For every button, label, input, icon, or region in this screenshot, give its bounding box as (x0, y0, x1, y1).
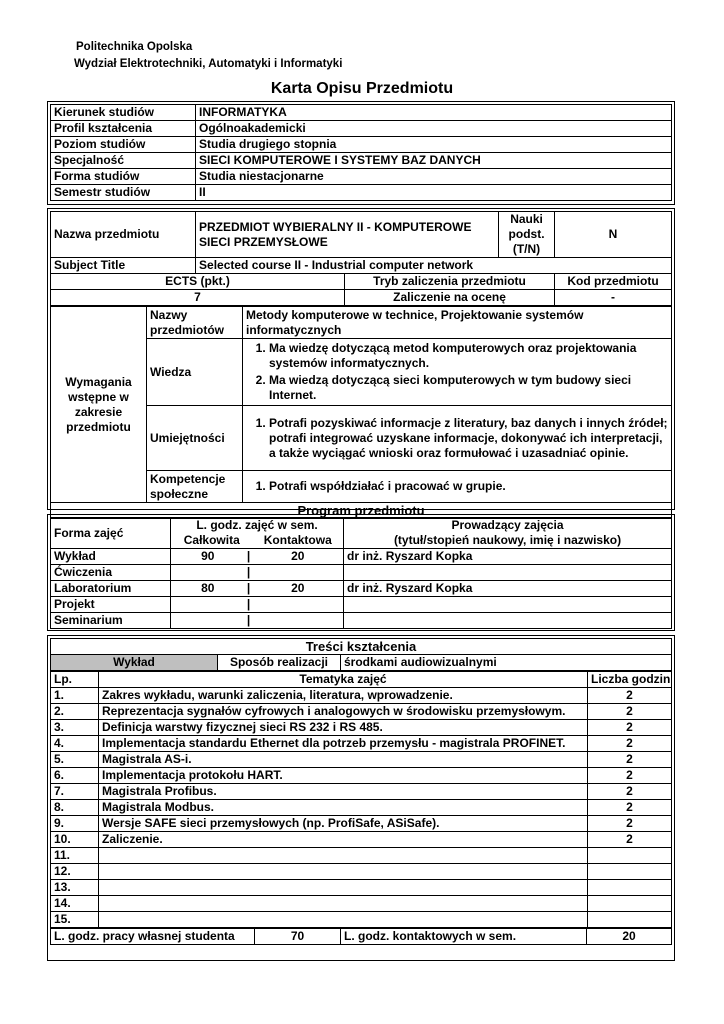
course-code-value: - (555, 290, 672, 306)
topic-hours (588, 864, 672, 880)
class-total: 80 (171, 581, 245, 597)
topic-topic: Reprezentacja sygnałów cyfrowych i analogowych w środowisku przemysłowym. (99, 704, 588, 720)
subject-title-label: Subject Title (51, 258, 196, 274)
topic-hours: 2 (588, 768, 672, 784)
class-total: 90 (171, 549, 245, 565)
class-row (51, 565, 672, 581)
class-contact (253, 597, 344, 613)
class-contact: 20 (253, 549, 344, 565)
contact-total-value: 20 (587, 929, 672, 945)
prerequisites-label-line: zakresie (74, 404, 123, 419)
study-info-value: INFORMATYKA (196, 105, 672, 121)
study-info-row (51, 169, 672, 185)
prerequisites-label (51, 307, 147, 503)
topic-hours: 2 (588, 720, 672, 736)
course-code-label: Kod przedmiotu (555, 274, 672, 290)
topic-lp: 15. (51, 912, 99, 928)
topic-topic (99, 864, 588, 880)
study-info-row (51, 153, 672, 169)
topic-topic: Implementacja protokołu HART. (99, 768, 588, 784)
topic-topic: Definicja warstwy fizycznej sieci RS 232 i RS 485. (99, 720, 588, 736)
topic-row (51, 784, 672, 800)
content-block (47, 635, 675, 961)
class-teacher (344, 613, 672, 629)
own-work-value: 70 (255, 929, 341, 945)
skills-list (246, 415, 668, 462)
topic-hours: 2 (588, 752, 672, 768)
subjects-value: Metody komputerowe w technice, Projektowanie systemów informatycznych (243, 307, 672, 339)
topic-hours (588, 848, 672, 864)
teacher-sublabel: (tytuł/stopień naukowy, imię i nazwisko) (344, 533, 672, 549)
topic-lp: 6. (51, 768, 99, 784)
study-info-value: Ogólnoakademicki (196, 121, 672, 137)
class-contact (253, 565, 344, 581)
class-total (171, 565, 245, 581)
assessment-value: Zaliczenie na ocenę (345, 290, 555, 306)
lp-label: Lp. (51, 672, 99, 688)
topic-row (51, 688, 672, 704)
study-info-value: II (196, 185, 672, 201)
classes-table (50, 517, 672, 629)
topic-row (51, 704, 672, 720)
university-name: Politechnika Opolska (76, 41, 193, 53)
classes-block (47, 514, 675, 631)
study-info-label: Poziom studiów (51, 137, 196, 153)
topic-topic: Zakres wykładu, warunki zaliczenia, literatura, wprowadzenie. (99, 688, 588, 704)
social-label (147, 471, 243, 503)
study-info-label: Forma studiów (51, 169, 196, 185)
class-teacher (344, 565, 672, 581)
class-total (171, 597, 245, 613)
social-items (243, 471, 672, 503)
topic-lp: 11. (51, 848, 99, 864)
assessment-label: Tryb zaliczenia przedmiotu (345, 274, 555, 290)
class-row (51, 581, 672, 597)
topic-lp: 14. (51, 896, 99, 912)
list-item: 1. Potrafi pozyskiwać informacje z literatury, baz danych i innych źródeł; potrafi integrować uzyskane informacje, dokonywać ich interpretacji, a także wyciągać wnioski oraz formułować i uzasadniać opinie. (269, 415, 668, 462)
subject-name-label: Nazwa przedmiotu (51, 212, 196, 258)
topic-hours: 2 (588, 800, 672, 816)
subject-block (47, 208, 675, 518)
prerequisites-table (50, 306, 672, 519)
class-separator: | (245, 597, 253, 613)
skills-items (243, 406, 672, 471)
topic-lp: 9. (51, 816, 99, 832)
class-contact: 20 (253, 581, 344, 597)
hours-label: L. godz. zajęć w sem. (171, 518, 344, 534)
class-form: Ćwiczenia (51, 565, 171, 581)
class-row (51, 597, 672, 613)
study-info-label: Profil kształcenia (51, 121, 196, 137)
class-teacher (344, 597, 672, 613)
topic-topic: Implementacja standardu Ethernet dla potrzeb przemysłu - magistrala PROFINET. (99, 736, 588, 752)
topic-row (51, 880, 672, 896)
topic-lp: 3. (51, 720, 99, 736)
class-form: Wykład (51, 549, 171, 565)
class-contact (253, 613, 344, 629)
topic-lp: 7. (51, 784, 99, 800)
topic-lp: 12. (51, 864, 99, 880)
prerequisites-label-line: przedmiotu (66, 419, 131, 434)
topic-topic (99, 912, 588, 928)
own-work-label: L. godz. pracy własnej studenta (51, 929, 255, 945)
topic-topic (99, 880, 588, 896)
subject-name-line1: PRZEDMIOT WYBIERALNY II - KOMPUTEROWE (199, 219, 472, 234)
class-form: Projekt (51, 597, 171, 613)
study-info-table (50, 104, 672, 201)
topic-hours (588, 912, 672, 928)
summary-table (50, 928, 672, 945)
class-separator: | (245, 581, 253, 597)
subject-name-value (196, 212, 499, 258)
list-item: 2. Ma wiedzą dotyczącą sieci komputerowych w tym budowy sieci Internet. (269, 372, 668, 404)
study-info-row (51, 185, 672, 201)
topic-topic: Magistrala AS-i. (99, 752, 588, 768)
class-total (171, 613, 245, 629)
social-label-line: społeczne (150, 486, 209, 501)
basic-sciences-value: N (555, 212, 672, 258)
topics-table (50, 671, 672, 928)
topic-topic: Magistrala Modbus. (99, 800, 588, 816)
prerequisites-label-line: wstępne w (68, 389, 129, 404)
study-info-value: Studia drugiego stopnia (196, 137, 672, 153)
topic-lp: 10. (51, 832, 99, 848)
contact-total-label: L. godz. kontaktowych w sem. (341, 929, 587, 945)
subjects-label-line: Nazwy (150, 307, 188, 322)
topic-lp: 8. (51, 800, 99, 816)
ects-label: ECTS (pkt.) (51, 274, 345, 290)
topic-hours: 2 (588, 816, 672, 832)
topic-topic (99, 896, 588, 912)
topic-hours: 2 (588, 688, 672, 704)
topic-lp: 5. (51, 752, 99, 768)
topic-row (51, 896, 672, 912)
program-header: Program przedmiotu (51, 503, 672, 519)
topic-lp: 1. (51, 688, 99, 704)
topic-hours: 2 (588, 784, 672, 800)
study-info-label: Kierunek studiów (51, 105, 196, 121)
lecture-label: Wykład (51, 655, 218, 671)
content-header: Treści kształcenia (51, 639, 672, 655)
topic-topic (99, 848, 588, 864)
study-info-row (51, 137, 672, 153)
topic-label: Tematyka zajęć (99, 672, 588, 688)
knowledge-label: Wiedza (147, 339, 243, 406)
subjects-label (147, 307, 243, 339)
hours-count-label: Liczba godzin (588, 672, 672, 688)
contact-hours-label: Kontaktowa (253, 533, 344, 549)
ects-value: 7 (51, 290, 345, 306)
social-label-line: Kompetencje (150, 471, 226, 486)
topic-hours: 2 (588, 832, 672, 848)
topic-row (51, 912, 672, 928)
topic-row (51, 832, 672, 848)
knowledge-list (246, 340, 668, 404)
class-form-label: Forma zajęć (51, 518, 171, 549)
subject-title-value: Selected course II - Industrial computer network (196, 258, 672, 274)
topic-hours: 2 (588, 704, 672, 720)
method-value: środkami audiowizualnymi (341, 655, 672, 671)
class-row (51, 549, 672, 565)
topic-row (51, 768, 672, 784)
subjects-label-line: przedmiotów (150, 322, 224, 337)
social-list (246, 478, 668, 495)
study-info-row (51, 105, 672, 121)
method-label: Sposób realizacji (218, 655, 341, 671)
topic-topic: Magistrala Profibus. (99, 784, 588, 800)
class-teacher: dr inż. Ryszard Kopka (344, 581, 672, 597)
subject-name-line2: SIECI PRZEMYSŁOWE (199, 234, 328, 249)
page-title: Karta Opisu Przedmiotu (270, 80, 454, 97)
basic-sciences-label: Nauki podst. (T/N) (499, 212, 555, 258)
teacher-label: Prowadzący zajęcia (344, 518, 672, 534)
class-row (51, 613, 672, 629)
faculty-name: Wydział Elektrotechniki, Automatyki i Informatyki (74, 58, 343, 70)
study-info-value: Studia niestacjonarne (196, 169, 672, 185)
class-form: Seminarium (51, 613, 171, 629)
topic-lp: 13. (51, 880, 99, 896)
topic-hours (588, 880, 672, 896)
subject-table (50, 211, 672, 306)
topic-lp: 2. (51, 704, 99, 720)
topic-hours (588, 896, 672, 912)
topic-topic: Wersje SAFE sieci przemysłowych (np. ProfiSafe, ASiSafe). (99, 816, 588, 832)
topic-row (51, 736, 672, 752)
prerequisites-label-line: Wymagania (65, 374, 132, 389)
topic-hours: 2 (588, 736, 672, 752)
class-separator: | (245, 613, 253, 629)
topic-row (51, 800, 672, 816)
knowledge-items (243, 339, 672, 406)
class-teacher: dr inż. Ryszard Kopka (344, 549, 672, 565)
class-separator: | (245, 565, 253, 581)
study-info-value: SIECI KOMPUTEROWE I SYSTEMY BAZ DANYCH (196, 153, 672, 169)
topic-row (51, 720, 672, 736)
skills-label: Umiejętności (147, 406, 243, 471)
total-hours-label: Całkowita (171, 533, 253, 549)
study-info-label: Semestr studiów (51, 185, 196, 201)
topic-row (51, 752, 672, 768)
study-info-label: Specjalność (51, 153, 196, 169)
topic-row (51, 864, 672, 880)
list-item: 1. Ma wiedzę dotyczącą metod komputerowych oraz projektowania systemów informatycznych. (269, 340, 668, 372)
topic-row (51, 848, 672, 864)
class-form: Laboratorium (51, 581, 171, 597)
topic-lp: 4. (51, 736, 99, 752)
study-info-row (51, 121, 672, 137)
list-item: 1. Potrafi współdziałać i pracować w grupie. (269, 478, 668, 495)
topic-row (51, 816, 672, 832)
study-info-block (47, 101, 675, 205)
topic-topic: Zaliczenie. (99, 832, 588, 848)
content-header-table (50, 638, 672, 671)
class-separator: | (245, 549, 253, 565)
